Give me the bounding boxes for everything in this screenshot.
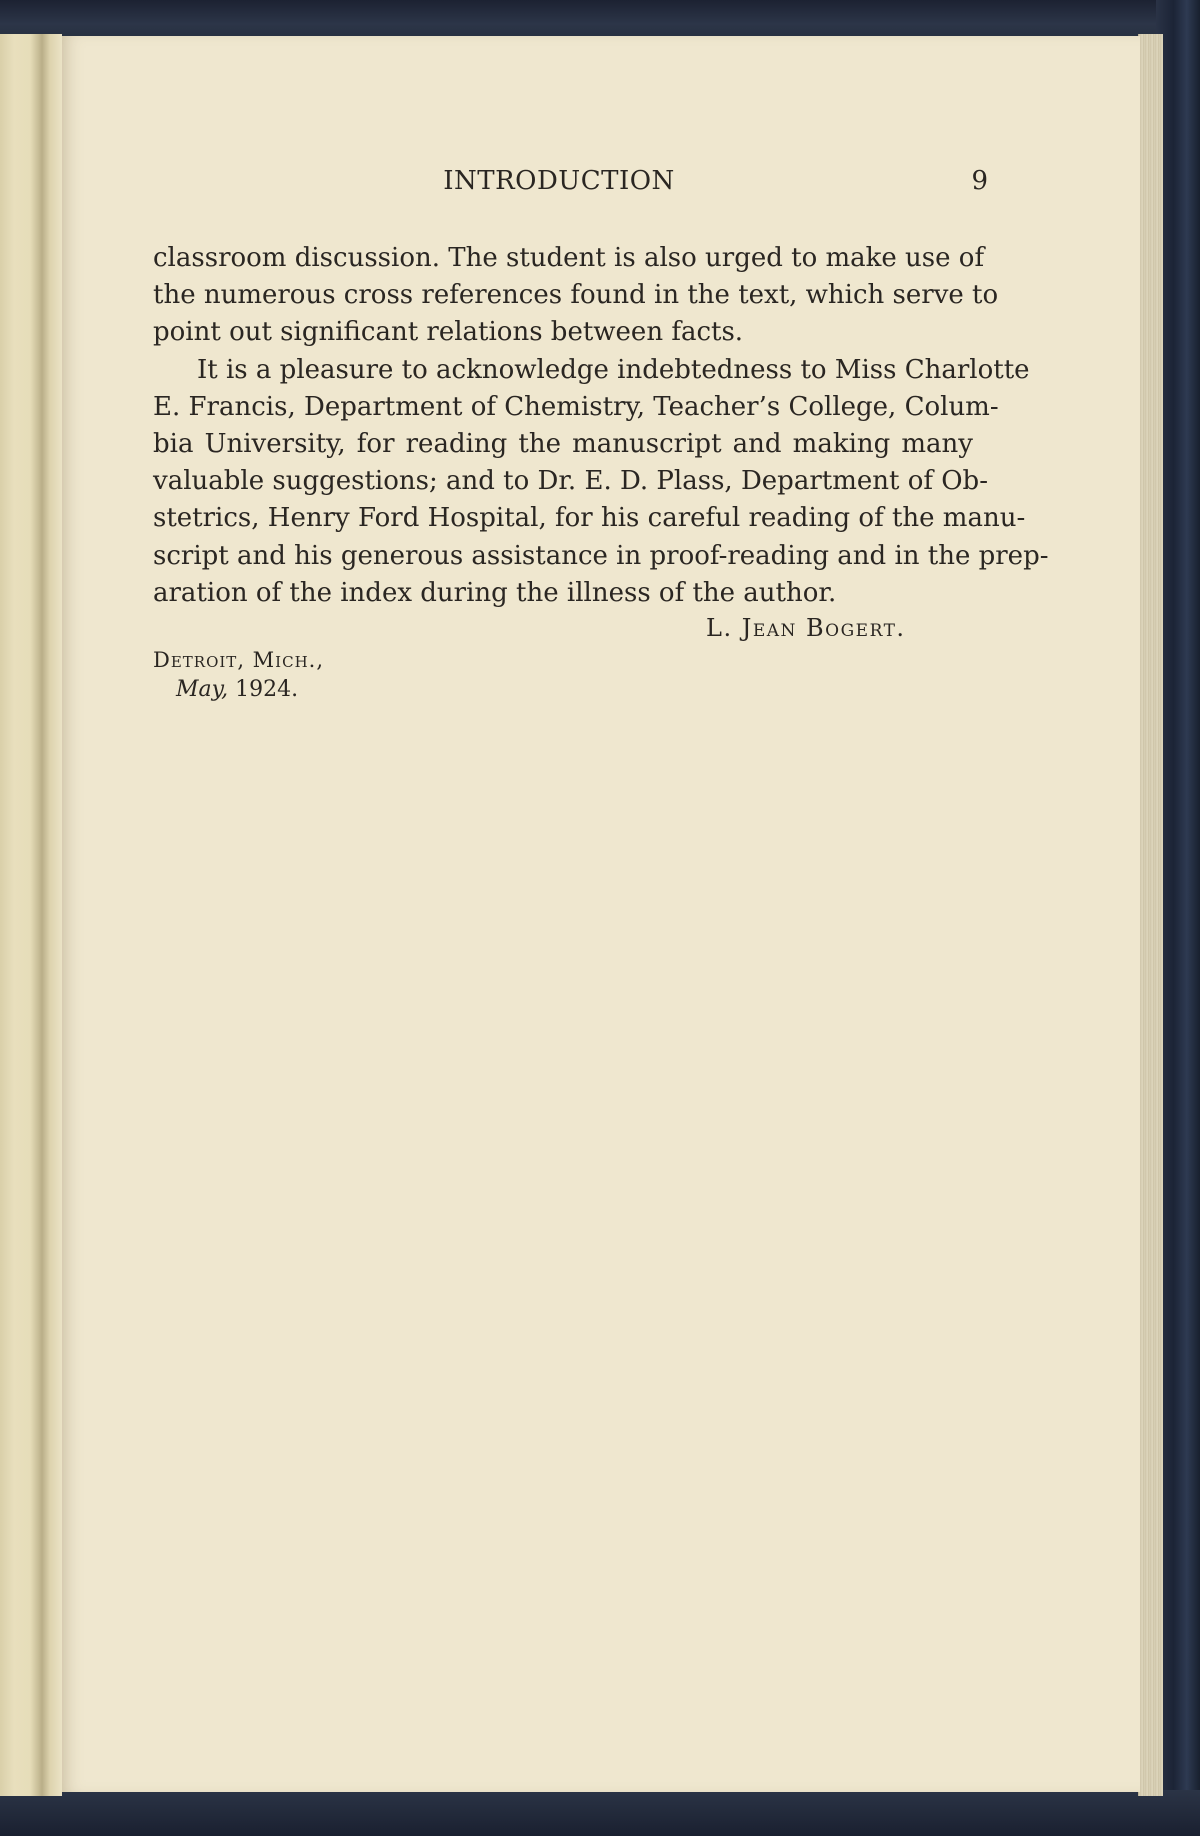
text-line: It is a pleasure to acknowledge indebtedness to Miss Charlotte <box>197 354 1030 385</box>
place-line: Detroit, Mich., <box>153 648 324 672</box>
book-gutter <box>0 34 62 1796</box>
text-line: the numerous cross references found in the text, which serve to <box>153 280 999 311</box>
date-line <box>176 677 298 702</box>
text-line: E. Francis, Department of Chemistry, Teacher’s College, Colum- <box>153 391 999 422</box>
book-cover-top <box>0 0 1200 40</box>
date-year: 1924. <box>235 677 299 702</box>
author-signature: L. Jean Bogert. <box>706 614 906 642</box>
text-line: classroom discussion. The student is also urged to make use of <box>153 243 985 273</box>
text-line: script and his generous assistance in proof-reading and in the prep- <box>153 540 1049 571</box>
text-line: bia University, for reading the manuscript and making many <box>153 429 973 460</box>
running-head: INTRODUCTION <box>443 166 675 196</box>
text-line: stetrics, Henry Ford Hospital, for his careful reading of the manu- <box>153 503 1026 534</box>
date-month: May, <box>176 677 229 702</box>
page-number: 9 <box>971 166 988 196</box>
text-line: aration of the index during the illness of the author. <box>153 577 837 608</box>
page-edges <box>1138 34 1163 1796</box>
book-cover-bottom <box>0 1790 1200 1836</box>
text-line: valuable suggestions; and to Dr. E. D. Plass, Department of Ob- <box>153 466 988 497</box>
text-line: point out significant relations between facts. <box>153 317 744 348</box>
body-text <box>153 240 1049 612</box>
